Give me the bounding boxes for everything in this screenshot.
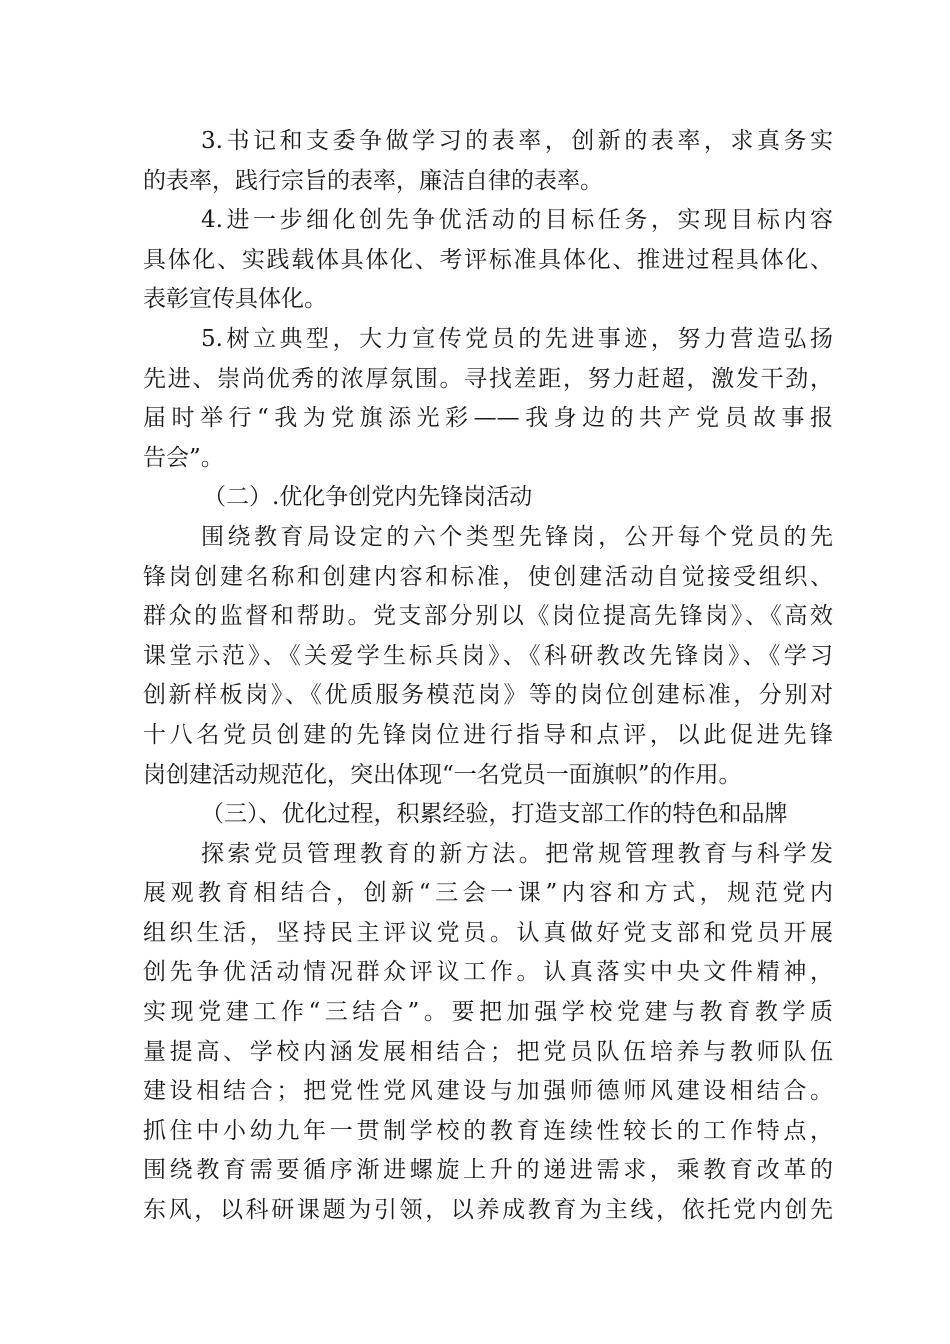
heading-line: （三）、优化过程，积累经验，打造支部工作的特色和品牌	[201, 801, 788, 828]
paragraph-item-4	[143, 201, 833, 320]
text-line: 围绕教育局设定的六个类型先锋岗，公开每个党员的先	[201, 523, 833, 550]
text-line: 锋岗创建名称和创建内容和标准，使创建活动自觉接受组织、	[143, 563, 833, 590]
document-body	[143, 122, 833, 1231]
section-heading-2	[143, 478, 833, 518]
text-line: 3.书记和支委争做学习的表率，创新的表率，求真务实	[201, 128, 833, 154]
text-line: 量提高、学校内涵发展相结合；把党员队伍培养与教师队伍	[143, 1038, 833, 1065]
paragraph-item-5	[143, 320, 833, 478]
paragraph-vanguard-posts	[143, 518, 833, 795]
heading-line: （二）.优化争创党内先锋岗活动	[203, 484, 533, 511]
text-line: 告会”。	[143, 444, 224, 471]
text-line: 5.树立典型，大力宣传党员的先进事迹，努力营造弘扬	[201, 325, 833, 352]
text-line: 建设相结合；把党性党风建设与加强师德师风建设相结合。	[143, 1078, 833, 1105]
section-heading-3	[143, 795, 833, 835]
text-line: 十八名党员创建的先锋岗位进行指导和点评，以此促进先锋	[143, 721, 833, 748]
text-line: 的表率，践行宗旨的表率，廉洁自律的表率。	[143, 167, 603, 194]
paragraph-item-3	[143, 122, 833, 201]
text-line: 组织生活，坚持民主评议党员。认真做好党支部和党员开展	[143, 919, 833, 946]
text-line: 实现党建工作“三结合”。要把加强学校党建与教育教学质	[143, 999, 833, 1026]
text-line: 届时举行“我为党旗添光彩——我身边的共产党员故事报	[143, 405, 833, 432]
text-line: 围绕教育需要循序渐进螺旋上升的递进需求，乘教育改革的	[143, 1157, 833, 1184]
text-line: 东风，以科研课题为引领，以养成教育为主线，依托党内创先	[143, 1197, 833, 1224]
text-line: 4.进一步细化创先争优活动的目标任务，实现目标内容	[201, 207, 833, 234]
text-line: 表彰宣传具体化。	[143, 286, 327, 313]
text-line: 创先争优活动情况群众评议工作。认真落实中央文件精神，	[143, 959, 833, 986]
text-line: 课堂示范》、《关爱学生标兵岗》、《科研教改先锋岗》、《学习	[143, 642, 833, 669]
text-line: 展观教育相结合，创新“三会一课”内容和方式，规范党内	[143, 880, 833, 907]
text-line: 群众的监督和帮助。党支部分别以《岗位提高先锋岗》、《高效	[143, 603, 833, 630]
text-line: 探索党员管理教育的新方法。把常规管理教育与科学发	[201, 840, 833, 867]
text-line: 岗创建活动规范化，突出体现“一名党员一面旗帜”的作用。	[143, 761, 742, 788]
text-line: 抓住中小幼九年一贯制学校的教育连续性较长的工作特点，	[143, 1117, 833, 1144]
text-line: 先进、崇尚优秀的浓厚氛围。寻找差距，努力赶超，激发干劲，	[143, 365, 833, 392]
text-line: 创新样板岗》、《优质服务模范岗》等的岗位创建标准，分别对	[143, 682, 833, 709]
text-line: 具体化、实践载体具体化、考评标准具体化、推进过程具体化、	[143, 246, 833, 273]
paragraph-management-education	[143, 835, 833, 1231]
